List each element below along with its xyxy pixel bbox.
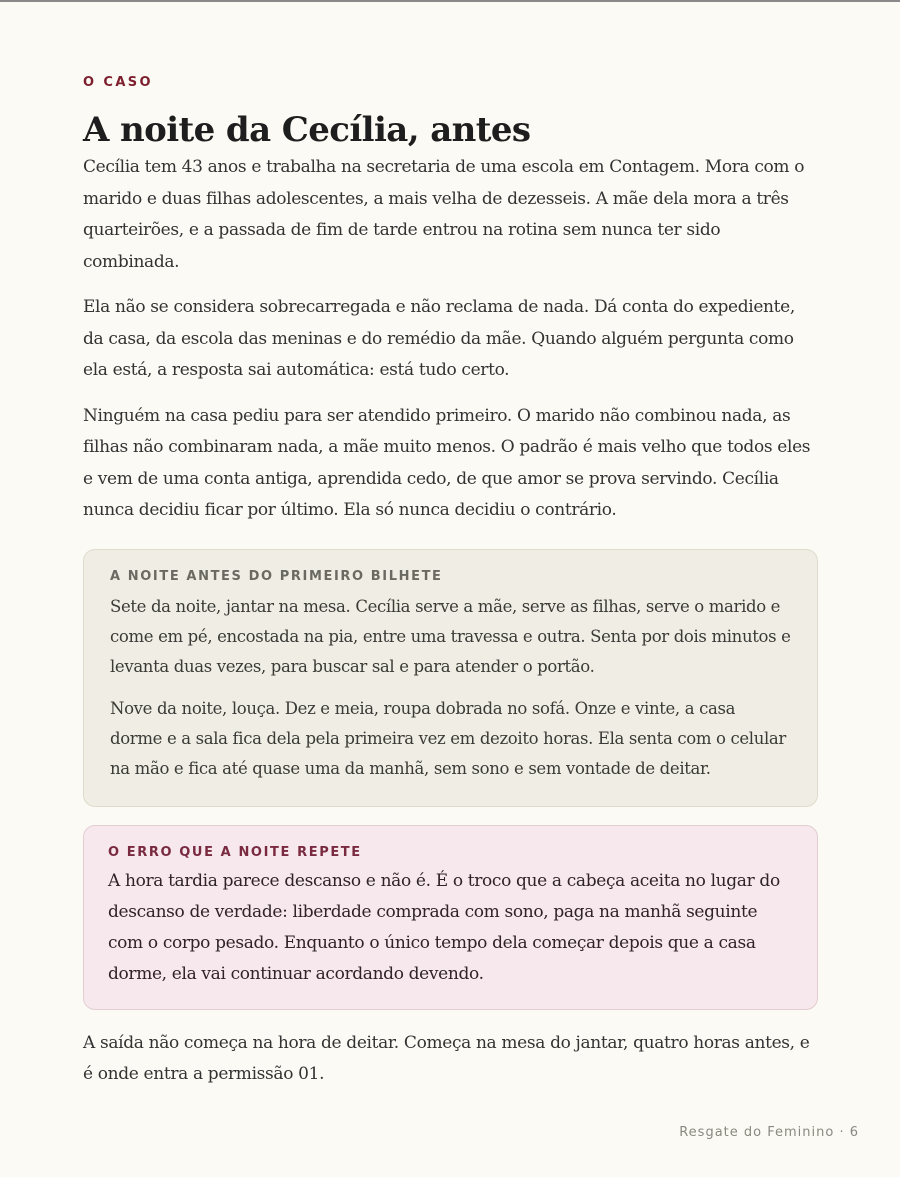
error-callout-text: A hora tardia parece descanso e não é. É o troco que a cabeça aceita no lugar do descanso de verdade: liberdade comprada com sono, paga na manhã seguinte com o corpo pesado. Enquanto o único tempo dela começar depois que a casa dorme, ela vai continuar acordando devendo. xyxy=(108,870,780,984)
body-paragraph: Ninguém na casa pediu para ser atendido primeiro. O marido não combinou nada, as filhas não combinaram nada, a mãe muito menos. O padrão é mais velho que todos eles e vem de uma conta antiga, aprendida cedo, de que amor se prova servindo. Cecília nunca decidiu ficar por último. Ela só nunca decidiu o contrário. xyxy=(83,405,811,520)
page-footer: Resgate do Feminino · 6 xyxy=(679,1125,859,1140)
top-divider xyxy=(0,0,900,2)
closing-paragraph: A saída não começa na hora de deitar. Começa na mesa do jantar, quatro horas antes, e é onde entra a permissão 01. xyxy=(83,1032,810,1084)
night-callout-paragraph: Sete da noite, jantar na mesa. Cecília serve a mãe, serve as filhas, serve o marido e come em pé, encostada na pia, entre uma travessa e outra. Senta por dois minutos e levanta duas vezes, para buscar sal e para atender o portão. xyxy=(110,596,791,676)
section-eyebrow: O CASO xyxy=(83,75,153,90)
night-callout-box xyxy=(83,549,818,807)
page-content xyxy=(83,74,818,1091)
body-paragraph: Cecília tem 43 anos e trabalha na secretaria de uma escola em Contagem. Mora com o marido e duas filhas adolescentes, a mais velha de dezesseis. A mãe dela mora a três quarteirões, e a passada de fim de tarde entrou na rotina sem nunca ter sido combinada. xyxy=(83,157,805,272)
body-paragraph: Ela não se considera sobrecarregada e não reclama de nada. Dá conta do expediente, da casa, da escola das meninas e do remédio da mãe. Quando alguém pergunta como ela está, a resposta sai automática: está tudo certo. xyxy=(83,297,795,380)
night-callout-label: A NOITE ANTES DO PRIMEIRO BILHETE xyxy=(110,568,443,584)
page-title: A noite da Cecília, antes xyxy=(83,110,531,150)
night-callout-paragraph: Nove da noite, louça. Dez e meia, roupa dobrada no sofá. Onze e vinte, a casa dorme e a sala fica dela pela primeira vez em dezoito horas. Ela senta com o celular na mão e fica até quase uma da manhã, sem sono e sem vontade de deitar. xyxy=(110,698,786,778)
error-callout-label: O ERRO QUE A NOITE REPETE xyxy=(108,844,362,860)
error-callout-box xyxy=(83,825,818,1010)
